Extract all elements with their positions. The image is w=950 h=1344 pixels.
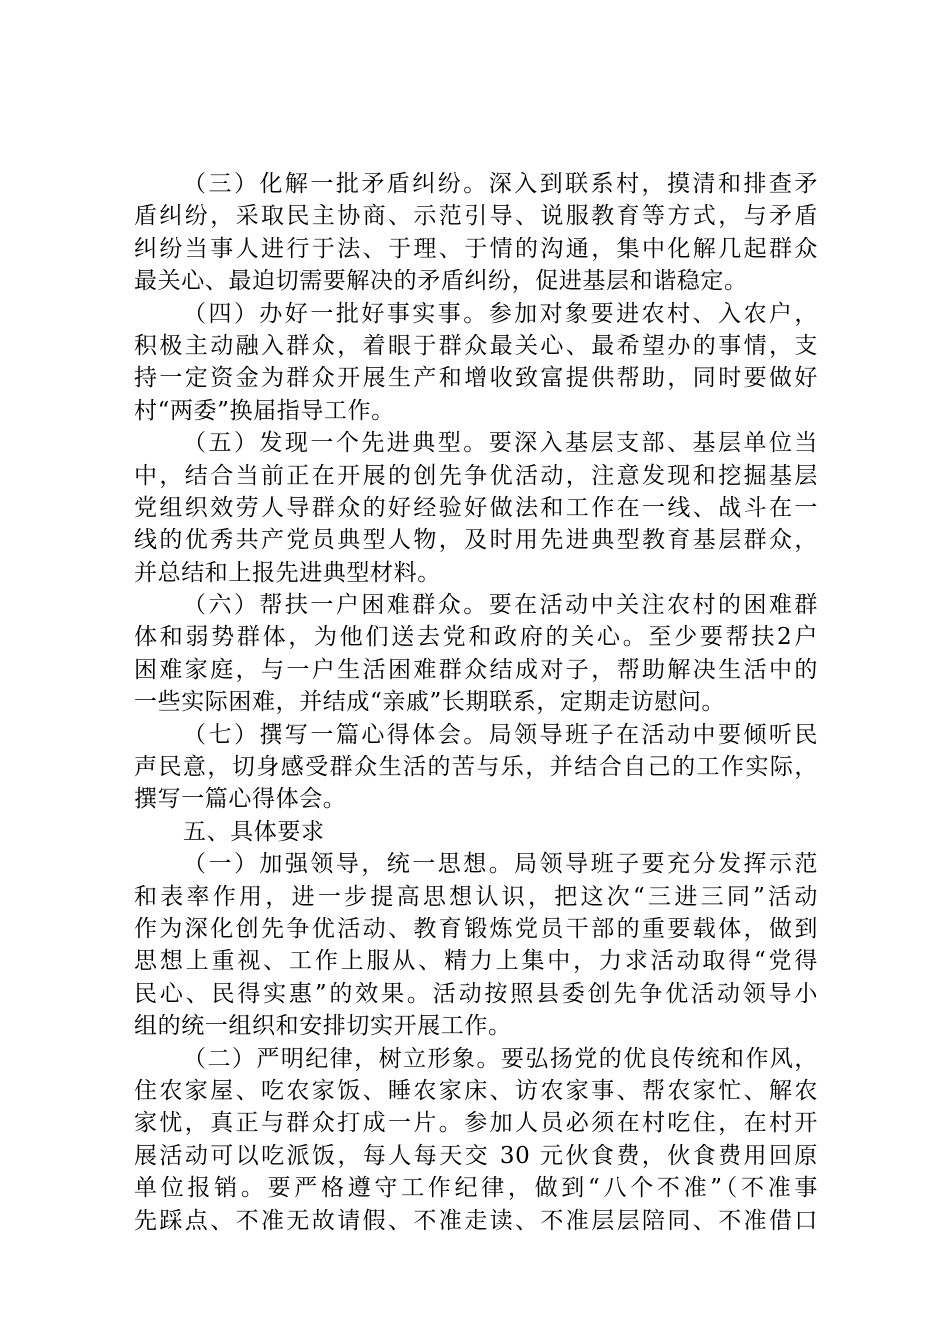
paragraph-line: 一些实际困难，并结成“亲戚”长期联系，定期走访慰问。 (134, 689, 726, 716)
paragraph-line: 住农家屋、吃农家饭、睡农家床、访农家事、帮农家忙、解农 (134, 1077, 818, 1104)
paragraph-first-line: （六）帮扶一户困难群众。要在活动中关注农村的困难群 (183, 592, 818, 619)
paragraph-line: 中，结合当前正在开展的创先争优活动，注意发现和挖掘基层 (134, 462, 818, 489)
paragraph-line: 声民意，切身感受群众生活的苦与乐，并结合自己的工作实际， (134, 754, 818, 781)
paragraph-line: 先踩点、不准无故请假、不准走读、不准层层陪同、不准借口 (134, 1207, 818, 1234)
paragraph-line: 思想上重视、工作上服从、精力上集中，力求活动取得“党得 (134, 948, 818, 975)
paragraph-line: 积极主动融入群众，着眼于群众最关心、最希望办的事情，支 (134, 332, 818, 359)
paragraph-line: 并总结和上报先进典型材料。 (134, 559, 441, 586)
paragraph-line: 和表率作用，进一步提高思想认识，把这次“三进三同”活动 (134, 883, 818, 910)
paragraph-first-line: （七）撰写一篇心得体会。局领导班子在活动中要倾听民 (183, 721, 818, 748)
paragraph-line: 纠纷当事人进行于法、于理、于情的沟通，集中化解几起群众 (134, 235, 818, 262)
paragraph-line: 党组织效劳人导群众的好经验好做法和工作在一线、战斗在一 (134, 494, 818, 521)
paragraph-line: 线的优秀共产党员典型人物，及时用先进典型教育基层群众， (134, 527, 818, 554)
paragraph-line: 展活动可以吃派饭，每人每天交 30 元伙食费，伙食费用回原 (134, 1142, 818, 1169)
paragraph-line: 盾纠纷，采取民主协商、示范引导、说服教育等方式，与矛盾 (134, 203, 818, 230)
paragraph-first-line: 五、具体要求 (183, 818, 325, 845)
paragraph-line: 撰写一篇心得体会。 (134, 786, 347, 813)
paragraph-line: 作为深化创先争优活动、教育锻炼党员干部的重要载体，做到 (134, 915, 818, 942)
paragraph-first-line: （一）加强领导，统一思想。局领导班子要充分发挥示范 (183, 851, 818, 878)
paragraph-line: 村“两委”换届指导工作。 (134, 397, 395, 424)
paragraph-line: 持一定资金为群众开展生产和增收致富提供帮助，同时要做好 (134, 365, 818, 392)
paragraph-first-line: （五）发现一个先进典型。要深入基层支部、基层单位当 (183, 430, 818, 457)
paragraph-line: 困难家庭，与一户生活困难群众结成对子，帮助解决生活中的 (134, 656, 818, 683)
paragraph-first-line: （三）化解一批矛盾纠纷。深入到联系村，摸清和排查矛 (183, 171, 818, 197)
paragraph-first-line: （四）办好一批好事实事。参加对象要进农村、入农户， (183, 300, 818, 327)
paragraph-line: 单位报销。要严格遵守工作纪律，做到“八个不准”（不准事 (134, 1175, 818, 1202)
paragraph-first-line: （二）严明纪律，树立形象。要弘扬党的优良传统和作风， (183, 1045, 818, 1072)
paragraph-line: 家忧，真正与群众打成一片。参加人员必须在村吃住，在村开 (134, 1110, 818, 1137)
paragraph-line: 民心、民得实惠”的效果。活动按照县委创先争优活动领导小 (134, 980, 818, 1007)
paragraph-line: 最关心、最迫切需要解决的矛盾纠纷，促进基层和谐稳定。 (134, 268, 748, 295)
document-body (134, 168, 818, 1237)
paragraph-line: 体和弱势群体，为他们送去党和政府的关心。至少要帮扶2户 (134, 624, 818, 651)
paragraph-line: 组的统一组织和安排切实开展工作。 (134, 1013, 512, 1040)
